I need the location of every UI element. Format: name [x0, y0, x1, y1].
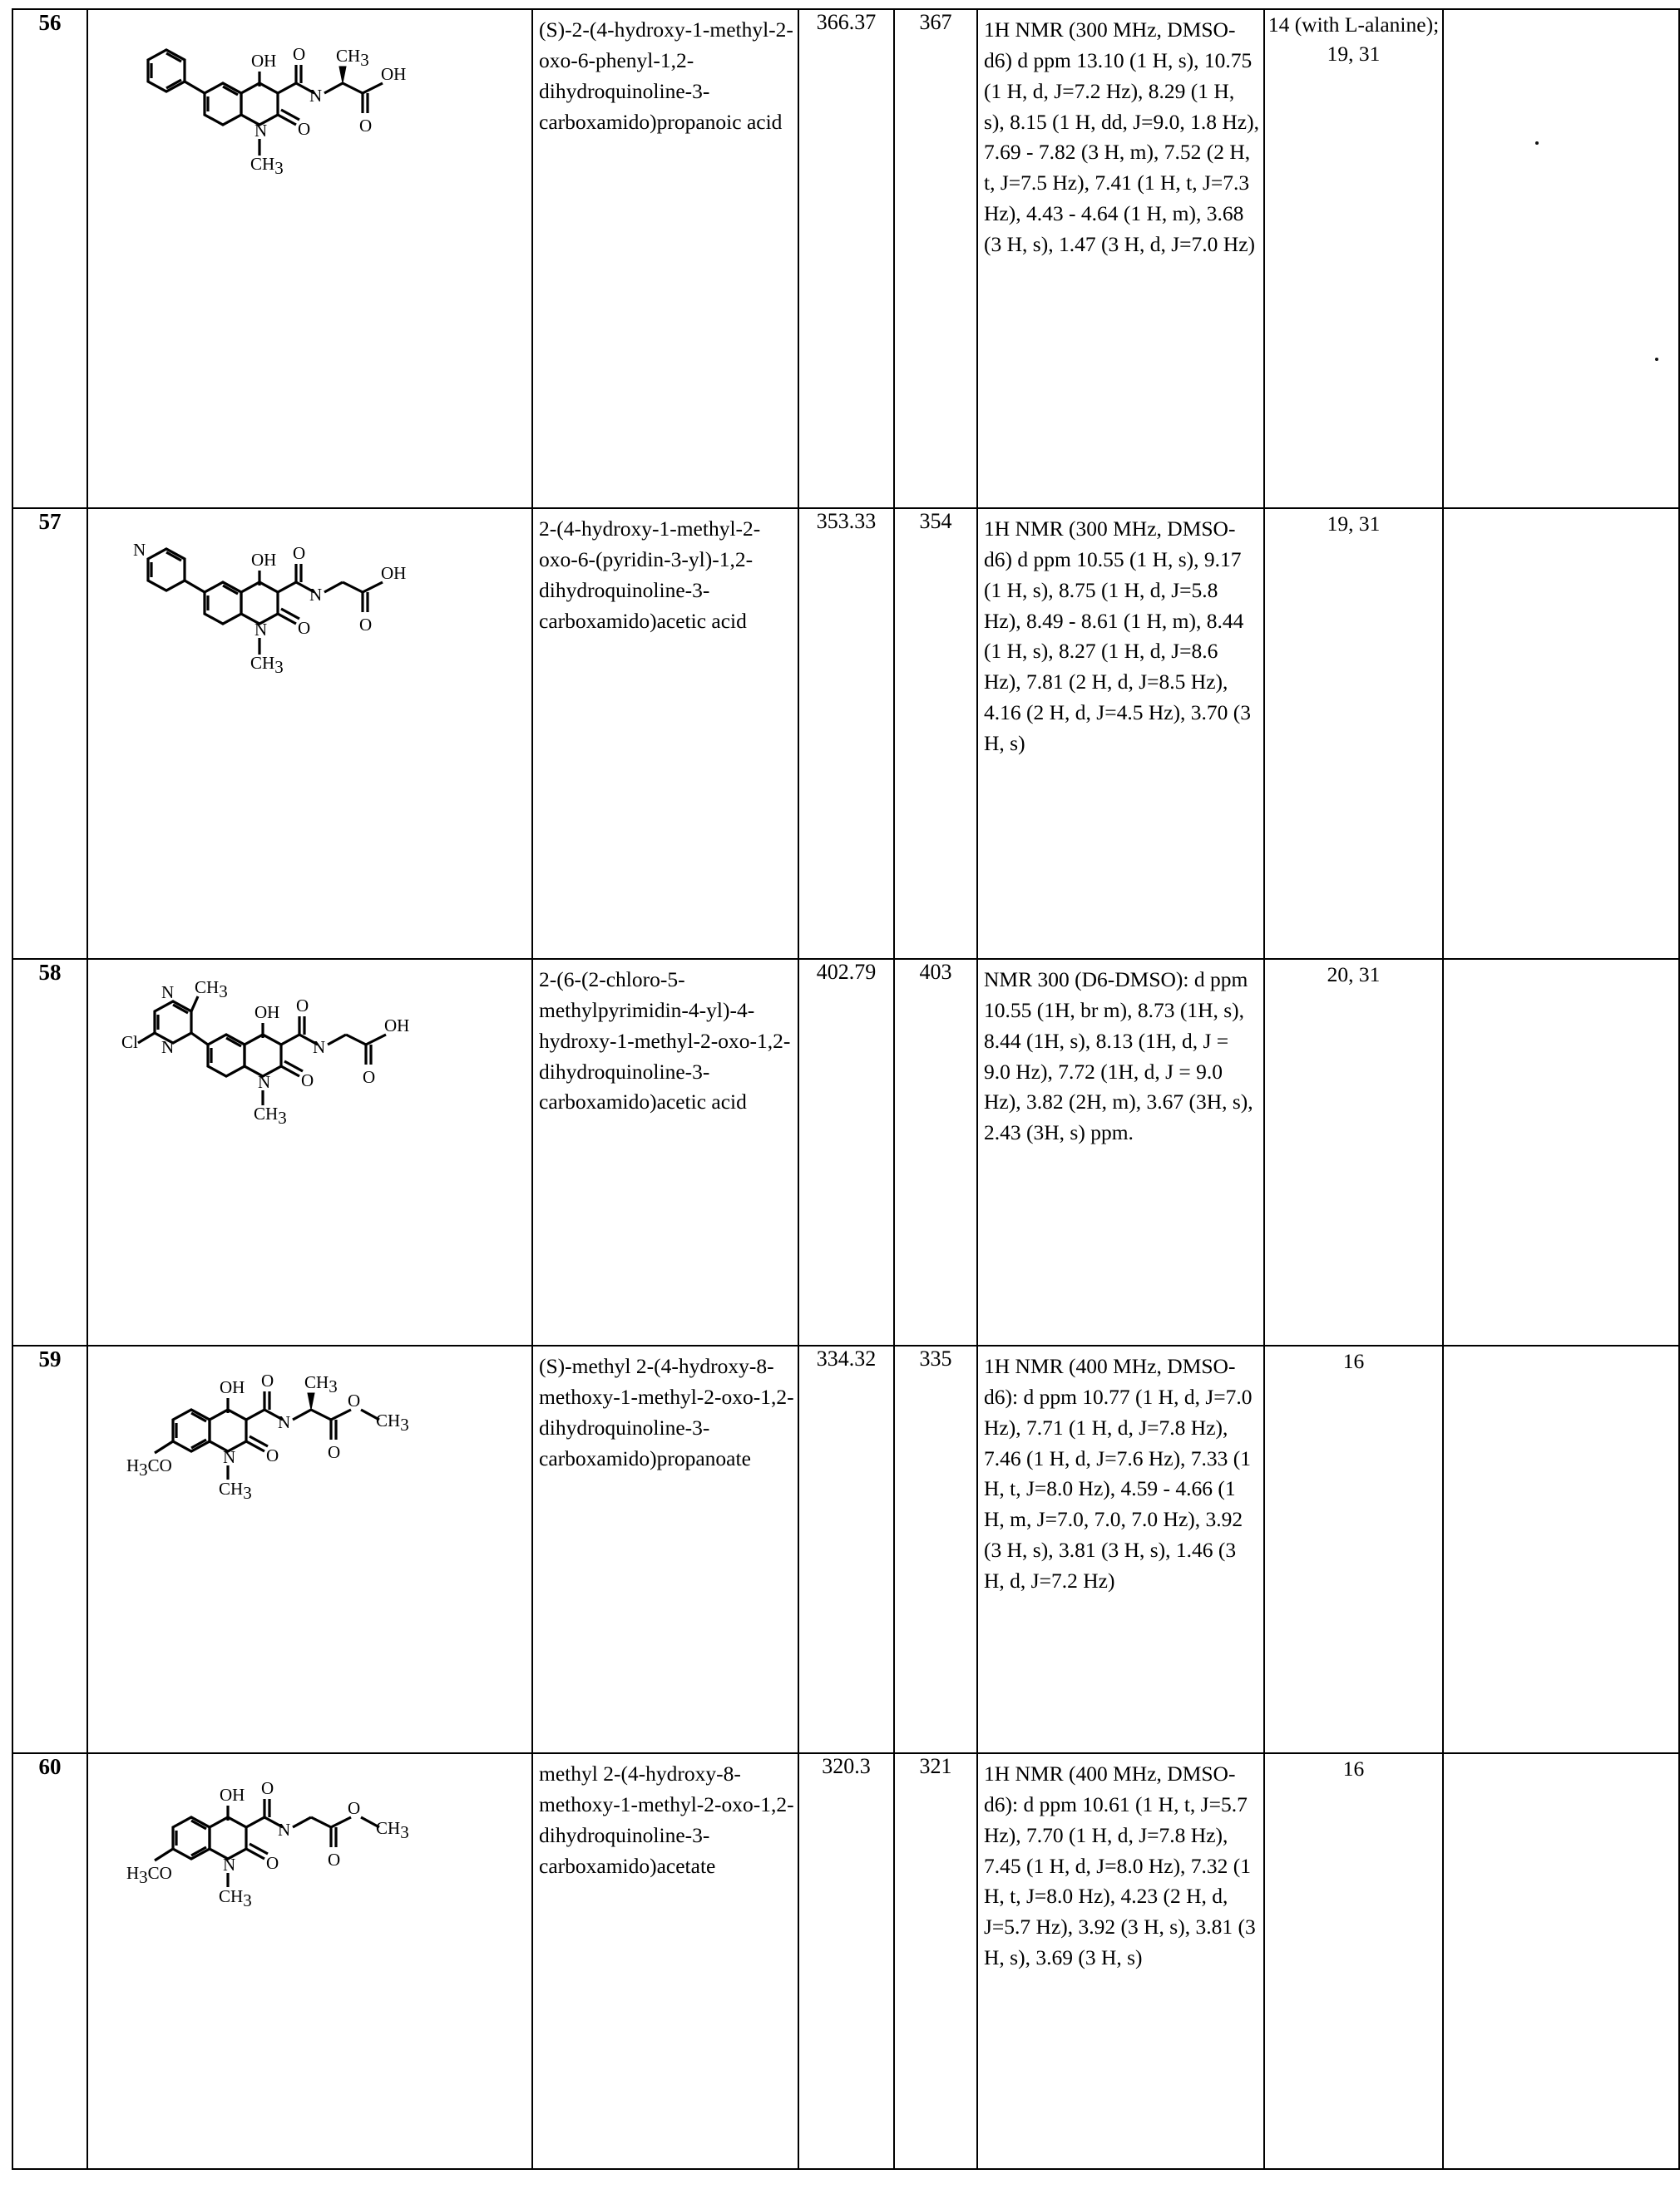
label-o-ester: O [347, 1798, 360, 1818]
label-n: N [222, 1447, 235, 1467]
label-ch3: CH3 [218, 1886, 252, 1910]
structure-cell [87, 508, 532, 959]
mass-spec: 354 [919, 509, 952, 533]
patent-table-page [0, 8, 1680, 2194]
label-n-amide: N [309, 86, 322, 106]
chemical-structure-diagram [88, 509, 531, 692]
label-ch3: CH3 [250, 653, 284, 677]
label-n-amide: N [309, 585, 322, 605]
nmr-data: 1H NMR (300 MHz, DMSO-d6) d ppm 13.10 (1 H, s), 10.75 (1 H, d, J=7.2 Hz), 8.29 (1 H, s), 8.15 (1 H, dd, J=9.0, 1.8 Hz), 7.69 - 7.82 (3 H, m), 7.52 (2 H, t, J=7.5 Hz), 7.41 (1 H, t, J=7.3 Hz), 4.43 - 4.64 (1 H, m), 3.68 (3 H, s), 1.47 (3 H, d, J=7.0 Hz) [984, 17, 1259, 256]
label-ch3: CH3 [250, 154, 284, 178]
table-row [12, 508, 1679, 959]
molecular-weight: 334.32 [816, 1347, 877, 1371]
label-pyrimidine-n1: N [161, 982, 174, 1002]
label-ch3-alpha: CH3 [304, 1372, 338, 1396]
molecule-svg-57 [115, 509, 506, 692]
compound-number: 59 [38, 1347, 62, 1371]
row-number-cell [12, 508, 87, 959]
row-number-cell [12, 1346, 87, 1753]
label-n: N [254, 620, 267, 640]
label-oh-acid: OH [380, 563, 406, 583]
label-o-ring: O [300, 1070, 314, 1090]
mass-spec: 321 [919, 1754, 952, 1778]
nmr-cell [977, 1753, 1264, 2169]
chemical-name: (S)-methyl 2-(4-hydroxy-8-methoxy-1-methyl-2-oxo-1,2-dihydroquinoline-3-carboxamido)propanoate [539, 1354, 794, 1470]
molecule-svg-58 [115, 960, 506, 1126]
label-pyridine-n: N [132, 540, 146, 560]
label-n: N [257, 1072, 270, 1092]
label-o-amide: O [260, 1371, 274, 1391]
chemical-name-cell [532, 1753, 798, 2169]
label-oh-acid: OH [380, 64, 406, 84]
mw-cell [798, 508, 894, 959]
label-o-ester-double: O [327, 1442, 340, 1462]
label-oh: OH [254, 1002, 279, 1022]
nmr-data: NMR 300 (D6-DMSO): d ppm 10.55 (1H, br m), 8.73 (1H, s), 8.44 (1H, s), 8.13 (1H, d, J = 9.0 Hz), 7.72 (1H, d, J = 9.0 Hz), 3.82 (2H, m), 3.67 (3H, s), 2.43 (3H, s) ppm. [984, 967, 1253, 1145]
label-n-amide: N [277, 1820, 290, 1840]
label-pyrimidine-ch3: CH3 [194, 977, 228, 1001]
mass-spec: 367 [919, 10, 952, 34]
molecular-weight: 366.37 [816, 10, 877, 34]
blank-cell [1443, 1346, 1679, 1753]
compound-number: 56 [38, 10, 62, 35]
ms-cell [894, 959, 977, 1346]
label-o-acid: O [358, 615, 372, 635]
chemical-name: methyl 2-(4-hydroxy-8-methoxy-1-methyl-2-oxo-1,2-dihydroquinoline-3-carboxamido)acetate [539, 1762, 794, 1878]
chemical-structure-diagram [88, 960, 531, 1126]
reference-cell [1264, 1753, 1443, 2169]
label-o-amide: O [260, 1778, 274, 1798]
structure-cell [87, 1346, 532, 1753]
compound-data-table [12, 8, 1680, 2170]
mw-cell [798, 9, 894, 508]
structure-cell [87, 9, 532, 508]
label-o-ring: O [297, 618, 310, 638]
table-row [12, 1753, 1679, 2169]
mass-spec: 335 [919, 1347, 952, 1371]
reference-cell [1264, 508, 1443, 959]
structure-cell [87, 959, 532, 1346]
mw-cell [798, 1346, 894, 1753]
scan-speck [1655, 358, 1658, 361]
nmr-cell [977, 9, 1264, 508]
molecular-weight: 353.33 [816, 509, 877, 533]
molecule-svg-60 [115, 1754, 506, 1933]
blank-cell [1443, 508, 1679, 959]
scan-speck [1535, 141, 1539, 145]
label-o-amide: O [292, 44, 305, 64]
nmr-cell [977, 508, 1264, 959]
label-o-ring: O [297, 119, 310, 139]
label-cl: Cl [121, 1032, 138, 1052]
label-pyrimidine-n2: N [161, 1037, 174, 1057]
label-n: N [254, 121, 267, 141]
references: 14 (with L-alanine); 19, 31 [1267, 12, 1440, 67]
reference-cell [1264, 9, 1443, 508]
blank-cell [1443, 9, 1679, 508]
label-oh: OH [219, 1785, 245, 1805]
label-oh: OH [250, 51, 276, 71]
label-o-ring: O [265, 1445, 279, 1465]
label-o-amide: O [292, 543, 305, 563]
label-o-ring: O [265, 1853, 279, 1873]
compound-number: 58 [38, 960, 62, 985]
row-number-cell [12, 959, 87, 1346]
table-row [12, 1346, 1679, 1753]
ms-cell [894, 508, 977, 959]
mw-cell [798, 1753, 894, 2169]
references: 20, 31 [1327, 962, 1381, 986]
chemical-structure-diagram [88, 1347, 531, 1525]
blank-cell [1443, 1753, 1679, 2169]
label-n-amide: N [277, 1412, 290, 1432]
label-oh-acid: OH [383, 1015, 409, 1035]
references: 19, 31 [1327, 511, 1381, 536]
chemical-structure-diagram [88, 1754, 531, 1933]
label-ch3-alpha: CH3 [335, 46, 369, 70]
ms-cell [894, 9, 977, 508]
chemical-name: 2-(6-(2-chloro-5-methylpyrimidin-4-yl)-4-hydroxy-1-methyl-2-oxo-1,2-dihydroquinoline-3-carboxamido)acetic acid [539, 967, 791, 1114]
ms-cell [894, 1753, 977, 2169]
nmr-cell [977, 1346, 1264, 1753]
chemical-name: (S)-2-(4-hydroxy-1-methyl-2-oxo-6-phenyl-1,2-dihydroquinoline-3-carboxamido)propanoic acid [539, 17, 793, 134]
nmr-data: 1H NMR (400 MHz, DMSO-d6): d ppm 10.61 (1 H, t, J=5.7 Hz), 7.70 (1 H, d, J=7.8 Hz), 7.45 (1 H, d, J=8.0 Hz), 7.32 (1 H, t, J=8.0 Hz), 4.23 (2 H, d, J=5.7 Hz), 3.92 (3 H, s), 3.81 (3 H, s), 3.69 (3 H, s) [984, 1762, 1256, 1970]
chemical-name-cell [532, 959, 798, 1346]
label-n: N [222, 1855, 235, 1875]
structure-cell [87, 1753, 532, 2169]
chemical-name: 2-(4-hydroxy-1-methyl-2-oxo-6-(pyridin-3-yl)-1,2-dihydroquinoline-3-carboxamido)acetic acid [539, 516, 761, 633]
nmr-cell [977, 959, 1264, 1346]
label-ch3: CH3 [218, 1479, 252, 1503]
compound-number: 57 [38, 509, 62, 534]
molecule-svg-56 [115, 10, 506, 201]
label-o-amide: O [295, 996, 309, 1015]
table-row [12, 959, 1679, 1346]
mass-spec: 403 [919, 960, 952, 984]
table-row [12, 9, 1679, 508]
label-h3co: H3CO [126, 1863, 172, 1887]
label-ch3-ester: CH3 [375, 1818, 409, 1842]
chemical-name-cell [532, 1346, 798, 1753]
mw-cell [798, 959, 894, 1346]
label-o-acid: O [362, 1067, 375, 1087]
blank-cell [1443, 959, 1679, 1346]
label-ch3-ester: CH3 [375, 1411, 409, 1435]
label-o-ester: O [347, 1391, 360, 1411]
molecular-weight: 320.3 [822, 1754, 871, 1778]
references: 16 [1342, 1757, 1365, 1781]
label-h3co: H3CO [126, 1455, 172, 1480]
label-ch3: CH3 [253, 1104, 287, 1126]
references: 16 [1342, 1349, 1365, 1373]
molecular-weight: 402.79 [816, 960, 877, 984]
reference-cell [1264, 1346, 1443, 1753]
chemical-name-cell [532, 9, 798, 508]
row-number-cell [12, 9, 87, 508]
reference-cell [1264, 959, 1443, 1346]
label-n-amide: N [312, 1037, 325, 1057]
row-number-cell [12, 1753, 87, 2169]
label-oh: OH [250, 550, 276, 570]
label-oh: OH [219, 1377, 245, 1397]
molecule-svg-59 [115, 1347, 506, 1525]
chemical-name-cell [532, 508, 798, 959]
chemical-structure-diagram [88, 10, 531, 201]
label-o-ester-double: O [327, 1850, 340, 1870]
ms-cell [894, 1346, 977, 1753]
label-o-acid: O [358, 116, 372, 136]
compound-number: 60 [38, 1754, 62, 1779]
nmr-data: 1H NMR (400 MHz, DMSO-d6): d ppm 10.77 (1 H, d, J=7.0 Hz), 7.71 (1 H, d, J=7.8 Hz), 7.46 (1 H, d, J=7.6 Hz), 7.33 (1 H, t, J=8.0 Hz), 4.59 - 4.66 (1 H, m, J=7.0, 7.0, 7.0 Hz), 3.92 (3 H, s), 3.81 (3 H, s), 1.46 (3 H, d, J=7.2 Hz) [984, 1354, 1253, 1593]
nmr-data: 1H NMR (300 MHz, DMSO-d6) d ppm 10.55 (1 H, s), 9.17 (1 H, s), 8.75 (1 H, d, J=5.8 Hz), 8.49 - 8.61 (1 H, m), 8.44 (1 H, s), 8.27 (1 H, d, J=8.6 Hz), 7.81 (2 H, d, J=8.5 Hz), 4.16 (2 H, d, J=4.5 Hz), 3.70 (3 H, s) [984, 516, 1252, 755]
